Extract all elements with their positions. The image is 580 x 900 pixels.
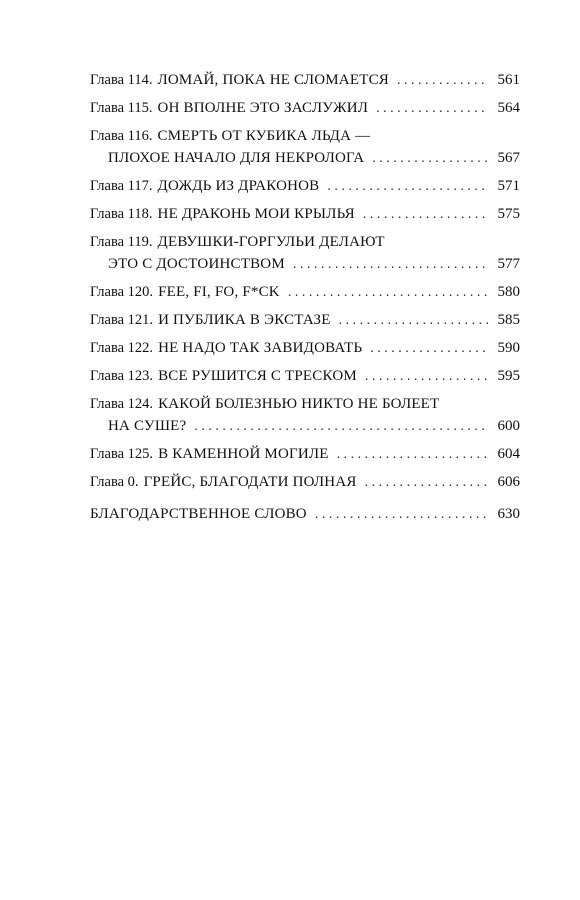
page-number: 567: [497, 150, 520, 166]
page-number: 564: [497, 100, 520, 116]
dot-leader: [194, 416, 488, 438]
dot-leader: [370, 338, 488, 360]
chapter-number: Глава 118.: [90, 206, 153, 222]
toc-entry[interactable]: [90, 125, 520, 169]
toc-line: [90, 69, 520, 91]
toc-entry[interactable]: [90, 471, 520, 493]
dot-leader: [365, 472, 488, 494]
chapter-title: И ПУБЛИКА В ЭКСТАЗЕ: [158, 312, 331, 328]
chapter-title: ГРЕЙС, БЛАГОДАТИ ПОЛНАЯ: [143, 474, 357, 490]
page-number: 585: [497, 312, 520, 328]
toc-entry-acknowledgements[interactable]: [90, 503, 520, 525]
chapter-number: Глава 123.: [90, 368, 154, 384]
dot-leader: [376, 98, 488, 120]
toc-entry[interactable]: [90, 69, 520, 91]
toc-entries: [90, 69, 520, 493]
page-number: 580: [497, 284, 520, 300]
chapter-title: ДЕВУШКИ-ГОРГУЛЬИ ДЕЛАЮТ: [157, 234, 385, 250]
chapter-title: ЭТО С ДОСТОИНСТВОМ: [108, 256, 285, 272]
dot-leader: [337, 444, 488, 466]
dot-leader: [372, 148, 488, 170]
toc-line: [90, 337, 520, 359]
toc-entry[interactable]: [90, 231, 520, 275]
toc-line: [90, 471, 520, 493]
toc-line: [90, 503, 520, 525]
toc-entry[interactable]: [90, 175, 520, 197]
chapter-title: ВСЕ РУШИТСЯ С ТРЕСКОМ: [158, 368, 357, 384]
chapter-number: Глава 124.: [90, 396, 154, 412]
chapter-number: Глава 122.: [90, 340, 154, 356]
toc-entry[interactable]: [90, 309, 520, 331]
toc-line: [90, 175, 520, 197]
page-number: 571: [497, 178, 520, 194]
chapter-title: НЕ НАДО ТАК ЗАВИДОВАТЬ: [158, 340, 363, 356]
dot-leader: [315, 504, 488, 526]
table-of-contents: [90, 69, 520, 531]
chapter-title: ПЛОХОЕ НАЧАЛО ДЛЯ НЕКРОЛОГА: [108, 150, 365, 166]
chapter-number: Глава 117.: [90, 178, 153, 194]
toc-line: [90, 393, 520, 415]
dot-leader: [339, 310, 488, 332]
toc-entry[interactable]: [90, 393, 520, 437]
dot-leader: [365, 366, 488, 388]
chapter-title: В КАМЕННОЙ МОГИЛЕ: [158, 446, 329, 462]
chapter-title: НА СУШЕ?: [108, 418, 187, 434]
page-number: 595: [497, 368, 520, 384]
entry-title: БЛАГОДАРСТВЕННОЕ СЛОВО: [90, 506, 307, 522]
dot-leader: [363, 204, 488, 226]
page-number: 600: [497, 418, 520, 434]
toc-entry[interactable]: [90, 281, 520, 303]
chapter-title: ДОЖДЬ ИЗ ДРАКОНОВ: [157, 178, 320, 194]
toc-line: [90, 443, 520, 465]
chapter-title: СМЕРТЬ ОТ КУБИКА ЛЬДА —: [157, 128, 371, 144]
chapter-title: КАКОЙ БОЛЕЗНЬЮ НИКТО НЕ БОЛЕЕТ: [158, 396, 440, 412]
chapter-number: Глава 115.: [90, 100, 153, 116]
dot-leader: [288, 282, 488, 304]
toc-entry[interactable]: [90, 365, 520, 387]
toc-line: [90, 253, 520, 275]
toc-entry[interactable]: [90, 443, 520, 465]
chapter-number: Глава 0.: [90, 474, 139, 490]
chapter-title: НЕ ДРАКОНЬ МОИ КРЫЛЬЯ: [157, 206, 355, 222]
chapter-number: Глава 120.: [90, 284, 154, 300]
page-number: 577: [497, 256, 520, 272]
toc-line: [90, 147, 520, 169]
page-number: 604: [497, 446, 520, 462]
toc-entry[interactable]: [90, 203, 520, 225]
toc-line: [90, 203, 520, 225]
dot-leader: [293, 254, 488, 276]
chapter-title: ЛОМАЙ, ПОКА НЕ СЛОМАЕТСЯ: [157, 72, 389, 88]
page-number: 606: [497, 474, 520, 490]
page-number: 561: [497, 72, 520, 88]
chapter-title: ОН ВПОЛНЕ ЭТО ЗАСЛУЖИЛ: [157, 100, 369, 116]
toc-line: [90, 309, 520, 331]
page-number: 630: [497, 506, 520, 522]
page-number: 575: [497, 206, 520, 222]
chapter-number: Глава 119.: [90, 234, 153, 250]
page-number: 590: [497, 340, 520, 356]
toc-line: [90, 97, 520, 119]
chapter-title: FEE, FI, FO, F*CK: [158, 284, 280, 300]
toc-entry[interactable]: [90, 337, 520, 359]
dot-leader: [397, 70, 488, 92]
toc-line: [90, 365, 520, 387]
dot-leader: [327, 176, 488, 198]
chapter-number: Глава 116.: [90, 128, 153, 144]
toc-entry[interactable]: [90, 97, 520, 119]
chapter-number: Глава 114.: [90, 72, 153, 88]
toc-line: [90, 231, 520, 253]
toc-line: [90, 125, 520, 147]
toc-line: [90, 281, 520, 303]
chapter-number: Глава 125.: [90, 446, 154, 462]
chapter-number: Глава 121.: [90, 312, 154, 328]
toc-line: [90, 415, 520, 437]
